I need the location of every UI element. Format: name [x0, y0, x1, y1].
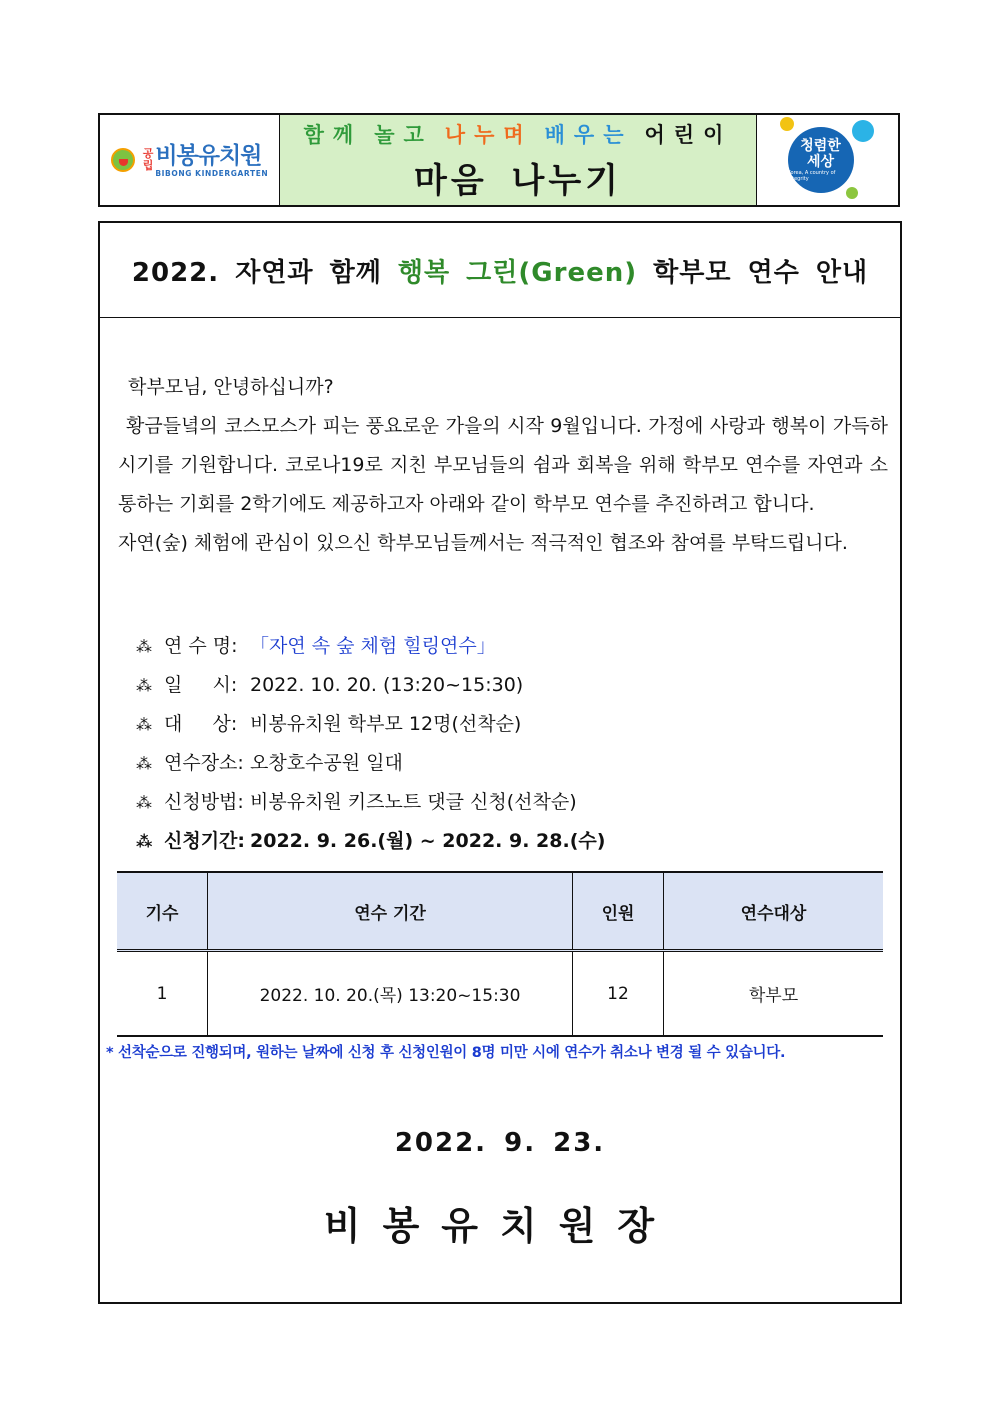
integrity-emblem-icon — [780, 117, 876, 203]
asterism-icon: ⁂ — [136, 637, 152, 656]
table-header-row — [117, 872, 883, 951]
title-suffix: 학부모 연수 안내 — [637, 257, 869, 288]
title-prefix: 2022. 자연과 함께 — [131, 257, 398, 288]
kindergarten-logo — [100, 115, 280, 205]
details-list — [136, 627, 605, 861]
slogan — [298, 119, 739, 149]
header-banner — [98, 113, 900, 207]
logo-name: 비봉유치원 — [155, 142, 262, 169]
detail-value: 「자연 속 숲 체험 힐링연수」 — [250, 635, 496, 657]
asterism-icon: ⁂ — [136, 793, 152, 812]
slogan-word: 놀고 — [374, 122, 433, 147]
slogan-word: 어린이 — [644, 122, 733, 147]
greeting: 학부모님, 안녕하십니까? — [128, 376, 334, 398]
asterism-icon: ⁂ — [136, 832, 153, 851]
emblem-caption: Korea, A country of Integrity — [787, 170, 836, 182]
intro-paragraph — [118, 407, 888, 563]
child-face-icon — [111, 145, 137, 175]
motto: 마음 나누기 — [413, 160, 623, 201]
detail-label: 신청기간: — [164, 830, 246, 852]
detail-item — [136, 822, 605, 861]
slogan-word: 함께 — [303, 122, 363, 147]
signature: 비봉유치원장 — [323, 1204, 677, 1248]
detail-label: 신청방법: — [164, 791, 244, 813]
asterism-icon: ⁂ — [136, 754, 152, 773]
logo-public-char: 공 — [142, 147, 154, 160]
detail-label: 연수장소: — [164, 752, 244, 774]
document-date: 2022. 9. 23. — [394, 1128, 606, 1158]
detail-value: 비봉유치원 키즈노트 댓글 신청(선착순) — [250, 791, 577, 813]
paragraph-2: 자연(숲) 체험에 관심이 있으신 학부모님들께서는 적극적인 협조와 참여를 부탁드립니다. — [118, 532, 848, 554]
table-row — [117, 951, 883, 1037]
table-header: 연수 기간 — [208, 872, 573, 951]
detail-label: 대 상: — [164, 713, 238, 735]
detail-item — [136, 666, 605, 705]
emblem-line1: 청렴한 — [800, 138, 841, 154]
table-header: 인원 — [573, 872, 664, 951]
table-cell: 12 — [573, 951, 664, 1037]
detail-item — [136, 705, 605, 744]
slogan-word: 나누며 — [444, 122, 533, 147]
integrity-emblem — [757, 115, 898, 205]
logo-public-char: 립 — [142, 159, 154, 172]
detail-value: 오창호수공원 일대 — [250, 752, 403, 774]
table-cell: 2022. 10. 20.(목) 13:20~15:30 — [208, 951, 573, 1037]
slogan-panel — [280, 115, 757, 205]
detail-item — [136, 744, 605, 783]
schedule-table — [117, 871, 883, 1037]
detail-label: 연 수 명: — [164, 635, 238, 657]
asterism-icon: ⁂ — [136, 715, 152, 734]
detail-item — [136, 783, 605, 822]
slogan-word: 배우는 — [544, 122, 633, 147]
document-title — [132, 252, 868, 289]
detail-label: 일 시: — [164, 674, 238, 696]
logo-english-name: BIBONG KINDERGARTEN — [155, 168, 269, 178]
table-header: 기수 — [117, 872, 208, 951]
table-cell: 1 — [117, 951, 208, 1037]
asterism-icon: ⁂ — [136, 676, 152, 695]
title-highlight: 행복 그린(Green) — [397, 257, 638, 288]
detail-value: 2022. 10. 20. (13:20~15:30) — [250, 674, 524, 696]
notice-box — [98, 221, 902, 1304]
detail-item — [136, 627, 605, 666]
paragraph-1: 황금들녘의 코스모스가 피는 풍요로운 가을의 시작 9월입니다. 가정에 사랑과 행복이 가득하시기를 기원합니다. 코로나19로 지친 부모님들의 쉼과 회복을 위해 학부모 연수를 자연과 소통하는 기회를 2학기에도 제공하고자 아래와 같이 학부모 연수를 추진하려고 합니다. — [118, 415, 888, 515]
table-header: 연수대상 — [664, 872, 884, 951]
emblem-line2: 세상 — [806, 154, 835, 170]
detail-value: 비봉유치원 학부모 12명(선착순) — [250, 713, 522, 735]
title-bar — [100, 223, 900, 318]
logo-public-label — [143, 148, 154, 172]
notice-footnote: * 선착순으로 진행되며, 원하는 날짜에 신청 후 신청인원이 8명 미만 시에 연수가 취소나 변경 될 수 있습니다. — [106, 1045, 786, 1061]
table-cell: 학부모 — [664, 951, 884, 1037]
detail-value: 2022. 9. 26.(월) ~ 2022. 9. 28.(수) — [250, 830, 606, 852]
